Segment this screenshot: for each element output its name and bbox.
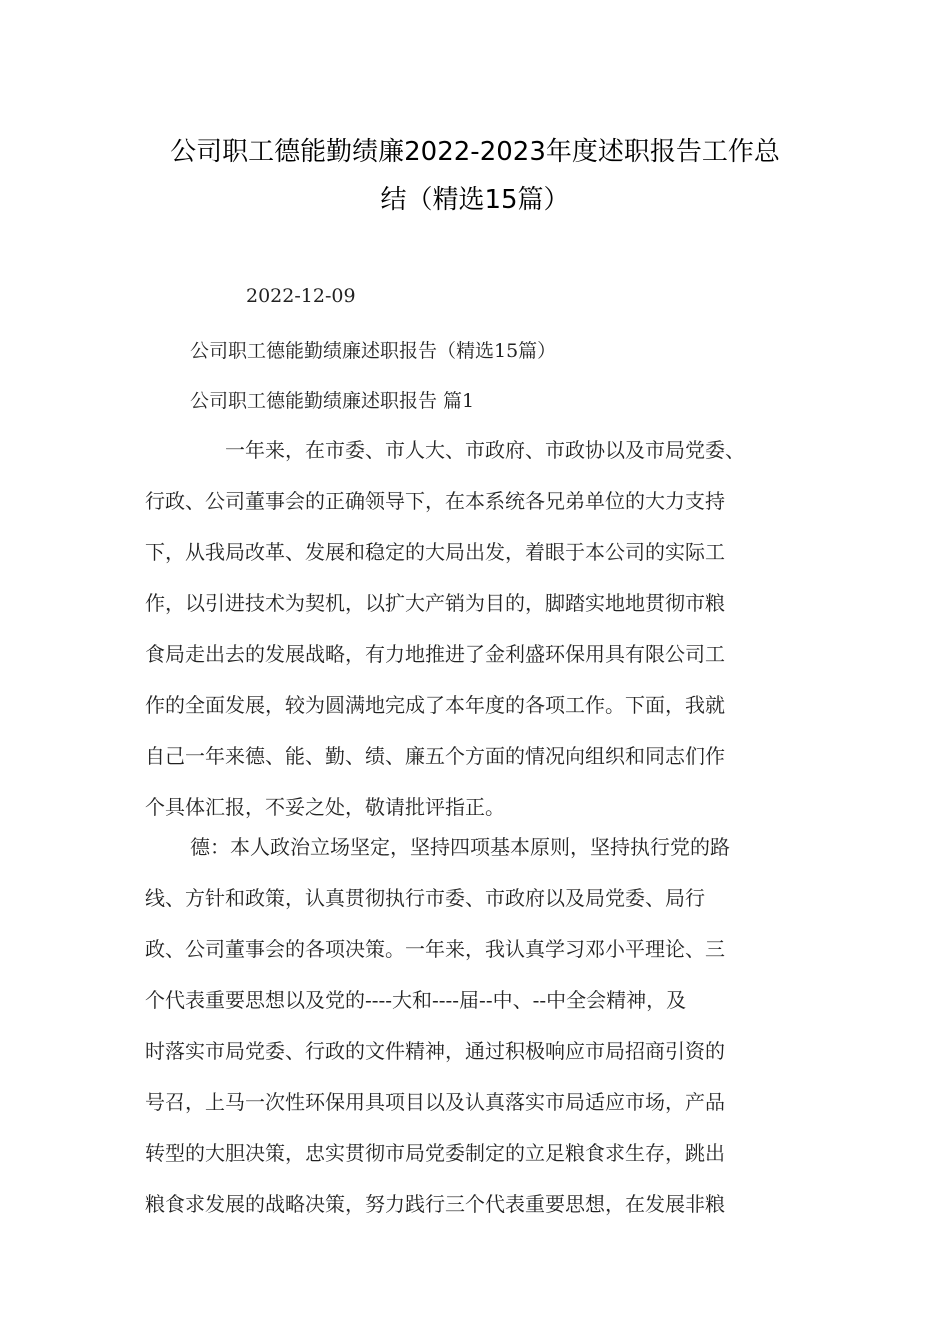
paragraph-line: 线、方针和政策，认真贯彻执行市委、市政府以及局党委、局行: [145, 886, 705, 910]
paragraph-line: 转型的大胆决策，忠实贯彻市局党委制定的立足粮食求生存，跳出: [145, 1141, 725, 1165]
paragraph-line: 德：本人政治立场坚定，坚持四项基本原则，坚持执行党的路: [190, 835, 730, 859]
document-title: [145, 128, 805, 224]
paragraph-de: [145, 822, 805, 1230]
paragraph-line: 粮食求发展的战略决策，努力践行三个代表重要思想，在发展非粮: [145, 1192, 725, 1216]
paragraph-line: 下，从我局改革、发展和稳定的大局出发，着眼于本公司的实际工: [145, 540, 725, 564]
document-date: 2022-12-09: [246, 285, 356, 307]
paragraph-line: 一年来，在市委、市人大、市政府、市政协以及市局党委、: [225, 438, 745, 462]
paragraph-line: 食局走出去的发展战略，有力地推进了金利盛环保用具有限公司工: [145, 642, 725, 666]
paragraph-intro: [145, 425, 805, 833]
title-line-1: 公司职工德能勤绩廉2022-2023年度述职报告工作总: [170, 137, 780, 167]
paragraph-line: 政、公司董事会的各项决策。一年来，我认真学习邓小平理论、三: [145, 937, 725, 961]
paragraph-line: 行政、公司董事会的正确领导下，在本系统各兄弟单位的大力支持: [145, 489, 725, 513]
paragraph-line: 时落实市局党委、行政的文件精神，通过积极响应市局招商引资的: [145, 1039, 725, 1063]
paragraph-line: 号召，上马一次性环保用具项目以及认真落实市局适应市场，产品: [145, 1090, 725, 1114]
title-line-2: 结（精选15篇）: [380, 185, 570, 215]
paragraph-line: 作的全面发展，较为圆满地完成了本年度的各项工作。下面，我就: [145, 693, 725, 717]
paragraph-line: 作，以引进技术为契机，以扩大产销为目的，脚踏实地地贯彻市粮: [145, 591, 725, 615]
paragraph-line: 个具体汇报，不妥之处，敬请批评指正。: [145, 795, 505, 819]
paragraph-line: 个代表重要思想以及党的----大和----届--中、--中全会精神，及: [145, 988, 687, 1012]
section-heading: 公司职工德能勤绩廉述职报告 篇1: [190, 390, 475, 412]
paragraph-line: 自己一年来德、能、勤、绩、廉五个方面的情况向组织和同志们作: [145, 744, 725, 768]
document-subtitle: 公司职工德能勤绩廉述职报告（精选15篇）: [190, 340, 557, 362]
